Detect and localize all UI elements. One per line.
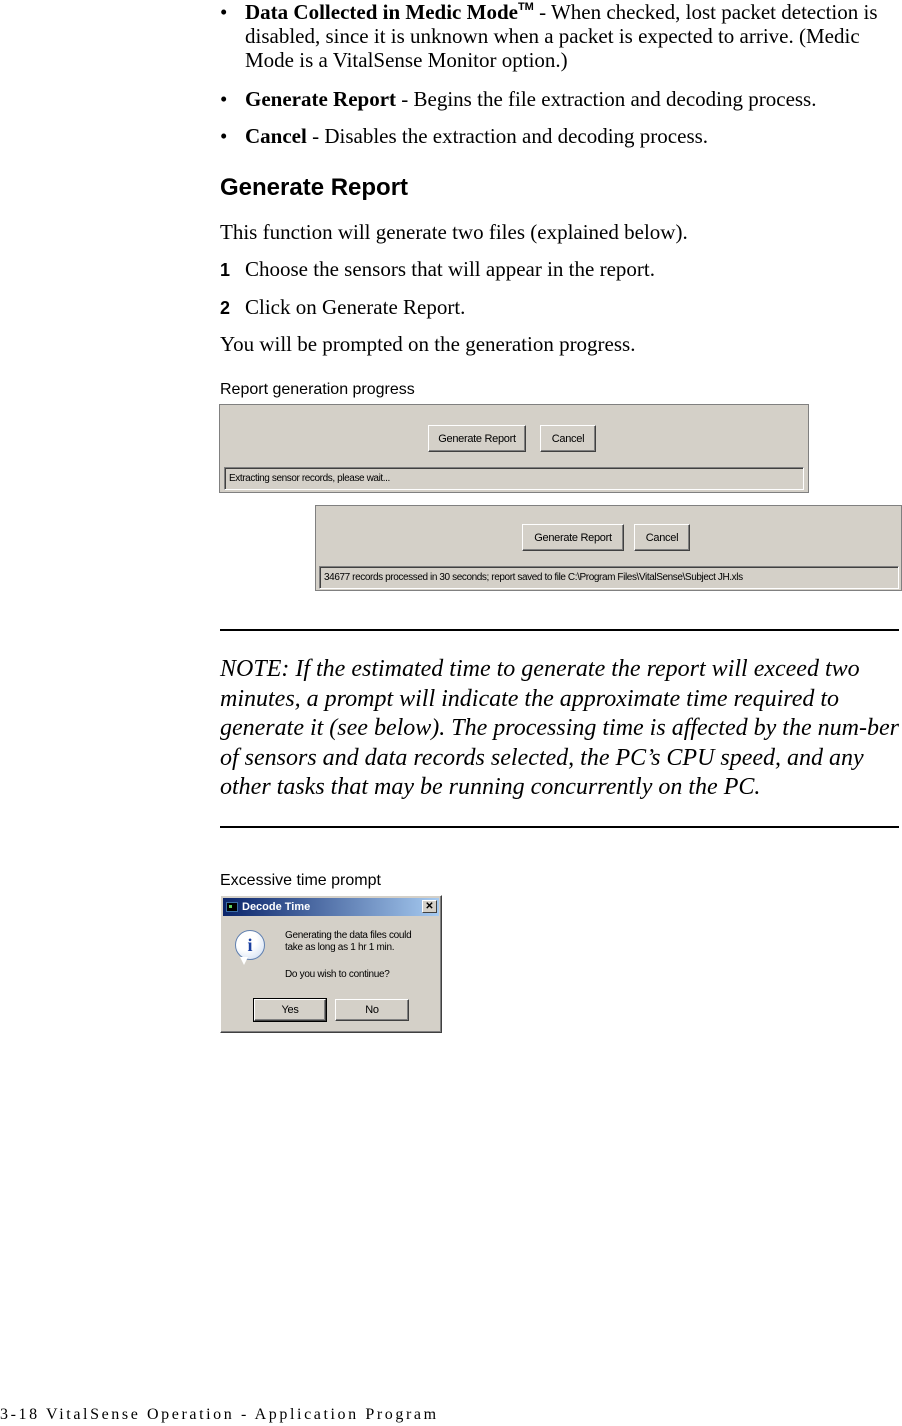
caption-progress: Report generation progress bbox=[220, 381, 415, 398]
bullet-term: Generate Report bbox=[245, 87, 397, 111]
step-2 bbox=[220, 295, 465, 320]
decode-time-dialog bbox=[220, 895, 442, 1033]
bullet-generate-report bbox=[220, 87, 890, 111]
bullet-term: Cancel bbox=[245, 124, 307, 148]
close-icon[interactable]: ✕ bbox=[422, 900, 437, 913]
bullet-dot: • bbox=[220, 87, 228, 111]
info-icon: i bbox=[235, 930, 265, 960]
bullet-text bbox=[245, 87, 890, 111]
step-text: Click on Generate Report. bbox=[245, 295, 466, 319]
intro-paragraph: This function will generate two files (explained below). bbox=[220, 220, 688, 244]
dialog-question: Do you wish to continue? bbox=[285, 969, 390, 980]
note-text: NOTE: If the estimated time to generate the report will exceed two minutes, a prompt will indicate the approximate time required to generate it (see below). The processing time is affected by the num-ber of sensors and data records selected, the PC’s CPU speed, and any other tasks that may be running concurrently on the PC. bbox=[220, 656, 899, 800]
bullet-dot: • bbox=[220, 0, 228, 24]
note-top-rule bbox=[220, 629, 899, 631]
status-bar: 34677 records processed in 30 seconds; report saved to file C:\Program Files\VitalSense\Subject JH.xls bbox=[319, 566, 899, 589]
note-bottom-rule bbox=[220, 826, 899, 828]
dialog-title: Decode Time bbox=[242, 901, 311, 913]
bullet-text bbox=[245, 0, 890, 72]
dialog-titlebar[interactable] bbox=[223, 898, 439, 916]
app-icon bbox=[226, 902, 238, 912]
progress-panel-extracting bbox=[219, 404, 809, 493]
caption-excessive: Excessive time prompt bbox=[220, 872, 381, 889]
dialog-message-line-2: take as long as 1 hr 1 min. bbox=[285, 942, 395, 953]
cancel-button[interactable]: Cancel bbox=[540, 425, 596, 452]
trademark-mark: TM bbox=[517, 1, 534, 13]
generate-report-button[interactable]: Generate Report bbox=[522, 524, 624, 551]
no-button[interactable]: No bbox=[335, 999, 409, 1021]
bullet-desc: - Begins the file extraction and decoding process. bbox=[396, 87, 817, 111]
generate-report-button[interactable]: Generate Report bbox=[428, 425, 526, 452]
section-heading: Generate Report bbox=[220, 174, 409, 201]
step-text: Choose the sensors that will appear in the report. bbox=[245, 257, 655, 281]
bullet-medic-mode bbox=[220, 0, 890, 72]
status-bar: Extracting sensor records, please wait... bbox=[224, 467, 804, 490]
bullet-desc: - Disables the extraction and decoding process. bbox=[306, 124, 709, 148]
prompted-paragraph: You will be prompted on the generation progress. bbox=[220, 332, 636, 356]
bullet-dot: • bbox=[220, 124, 228, 148]
step-number: 2 bbox=[220, 298, 231, 318]
bullet-desc: - When checked, lost packet detection is disabled, since it is unknown when a packet is expected to arrive. (Medic Mode is a VitalSense Monitor option.) bbox=[245, 0, 878, 72]
bullet-term: Data Collected in Medic Mode bbox=[245, 0, 518, 24]
bullet-cancel bbox=[220, 124, 890, 148]
progress-panel-complete bbox=[315, 505, 902, 591]
cancel-button[interactable]: Cancel bbox=[634, 524, 690, 551]
page-footer: 3-18 VitalSense Operation - Application Program bbox=[0, 1406, 439, 1423]
dialog-message-line-1: Generating the data files could bbox=[285, 930, 412, 941]
yes-button[interactable]: Yes bbox=[254, 999, 326, 1021]
bullet-text bbox=[245, 124, 890, 148]
step-number: 1 bbox=[220, 260, 231, 280]
step-1 bbox=[220, 257, 655, 282]
